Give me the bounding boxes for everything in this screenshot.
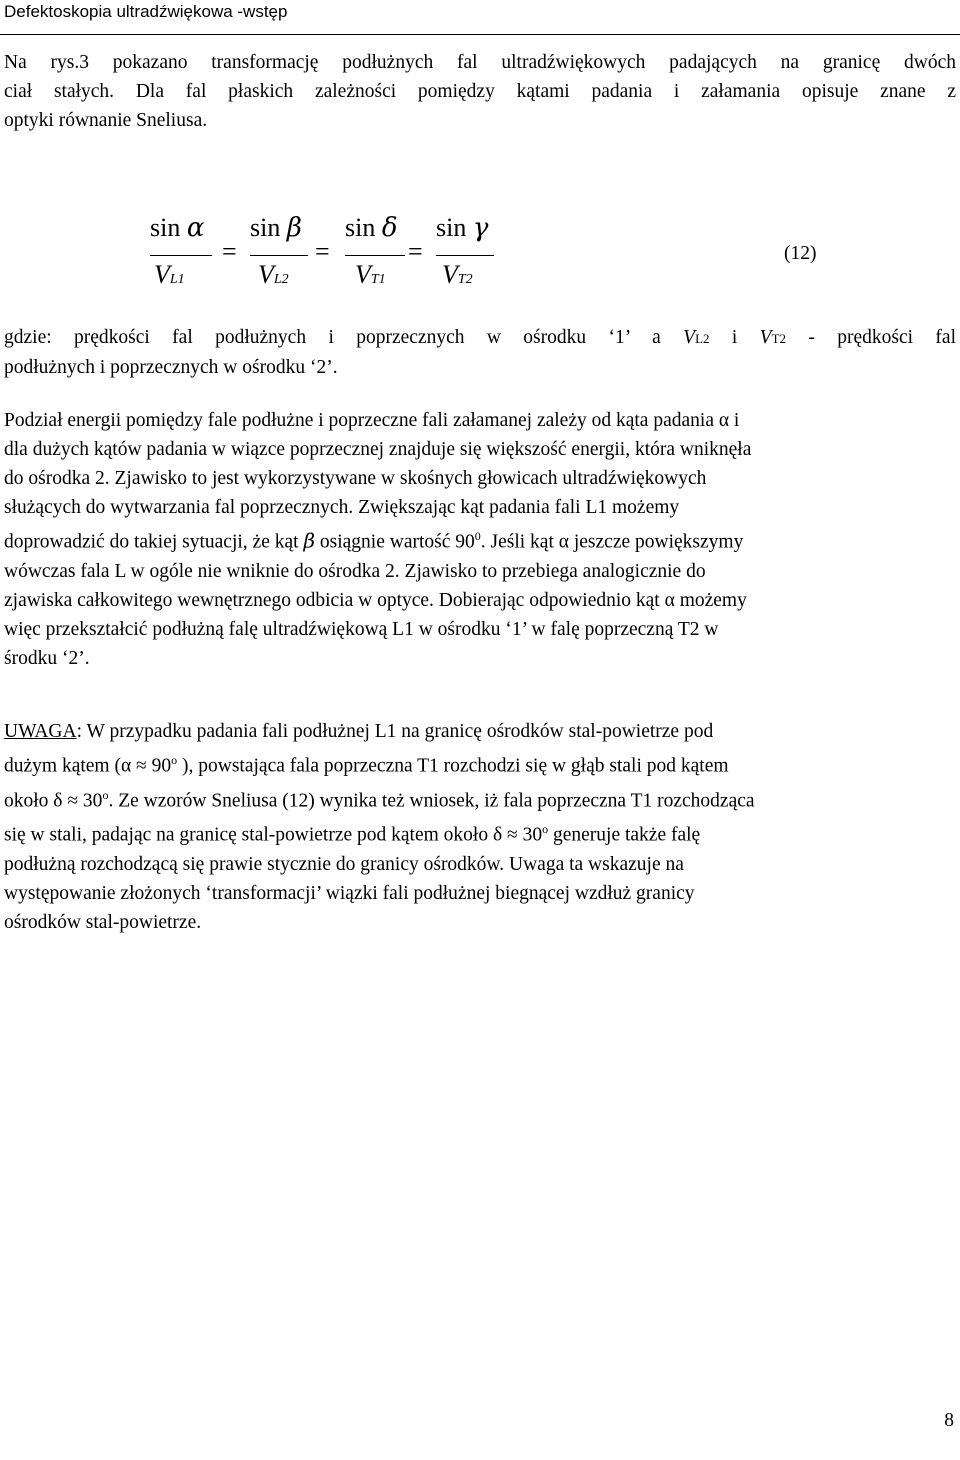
header-title: Defektoskopia ultradźwiękowa -wstęp — [4, 2, 288, 21]
snell-equation: sin α VL1 = sin β VL2 = sin δ VT1 = sin γ VT2 (12) — [150, 213, 817, 289]
equals-sign: = — [315, 237, 330, 266]
intro-line-3: optyki równanie Sneliusa. — [4, 110, 208, 131]
equation-number: (12) — [784, 243, 817, 264]
gdzie-line-2: podłużnych i poprzecznych w ośrodku ‘2’. — [4, 357, 338, 378]
equals-sign: = — [408, 237, 423, 266]
intro-line-2: ciał stałych. Dla fal płaskich zależności pomiędzy kątami padania i załamania opisuje znane z — [4, 81, 956, 102]
equals-sign: = — [222, 237, 237, 266]
intro-paragraph — [4, 48, 956, 135]
gdzie-paragraph — [4, 323, 956, 382]
gdzie-line-1: gdzie: prędkości fal podłużnych i poprzecznych w ośrodku ‘1’ a VL2 i VT2 - prędkości fal — [4, 327, 956, 348]
page-number: 8 — [944, 1410, 954, 1431]
page-header — [0, 0, 960, 35]
uwaga-paragraph: UWAGA: W przypadku padania fali podłużnej L1 na granicę ośrodków stal-powietrze pod dużym kątem ($\alpha \approx 90^o$ ), powstająca fala poprzeczna T1 rozchodzi się w głąb stali pod kątem około $\delta \approx 30^o$. Ze wzorów Sneliusa (12) wynika też wniosek, iż fala poprzeczna T1 rozchodząca się w stali, padając na granicę stal-powietrze pod kątem około $\delta \approx 30^o$ generuje także falę podłużną rozchodzącą się prawie stycznie do granicy ośrodków. Uwaga ta wskazuje na występowanie złożonych ‘transformacji’ wiązki fali podłużnej biegnącej wzdłuż granicy ośrodków stal-powietrze. — [4, 721, 755, 933]
uwaga-label: UWAGA — [4, 721, 77, 742]
intro-line-1: Na rys.3 pokazano transformację podłużnych fal ultradźwiękowych padających na granicę dwóch — [4, 52, 956, 73]
podzial-paragraph: Podział energii pomiędzy fale podłużne i poprzeczne fali załamanej zależy od kąta padania α i dla dużych kątów padania w wiązce poprzecznej znajduje się większość energii, która wniknęła do ośrodka 2. Zjawisko to jest wykorzystywane w skośnych głowicach ultradźwiękowych służących do wytwarzania fal poprzecznych. Zwiększając kąt padania fali L1 możemy doprowadzić do takiej sytuacji, że kąt β osiągnie wartość $90^0$. Jeśli kąt α jeszcze powiększymy wówczas fala L w ogóle nie wniknie do ośrodka 2. Zjawisko to przebiega analogicznie do zjawiska całkowitego wewnętrznego odbicia w optyce. Dobierając odpowiednio kąt α możemy więc przekształcić podłużną falę ultradźwiękową L1 w ośrodku ‘1’ w falę poprzeczną T2 w środku ‘2’. — [4, 410, 752, 669]
